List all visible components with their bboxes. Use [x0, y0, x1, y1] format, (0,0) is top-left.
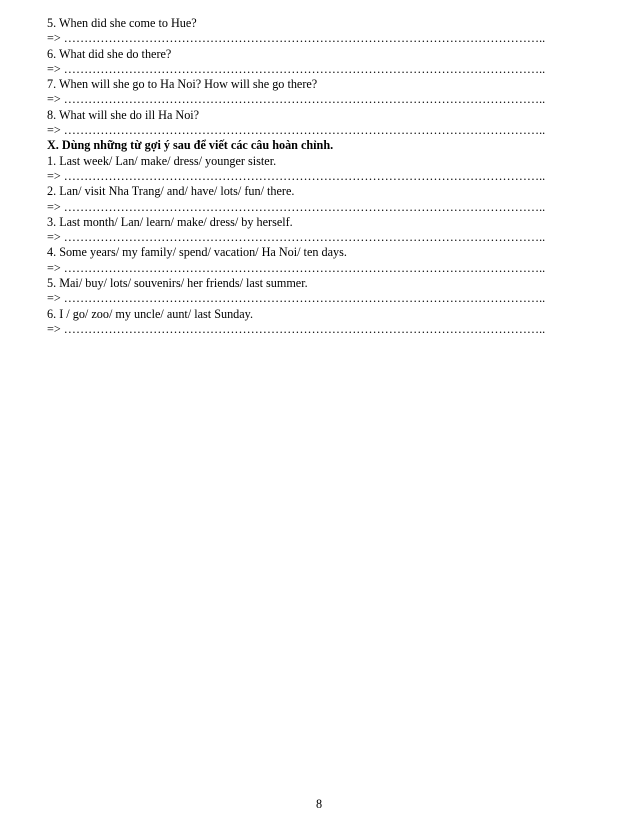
answer-line-p5: => ………………………………………………………………………………………………………..: [47, 291, 546, 306]
answer-line-q8: => ………………………………………………………………………………………………………..: [47, 123, 546, 138]
question-6: 6. What did she do there?: [47, 46, 172, 61]
prompt-2: 2. Lan/ visit Nha Trang/ and/ have/ lots/ fun/ there.: [47, 184, 295, 199]
answer-line-q6: => ………………………………………………………………………………………………………..: [47, 61, 546, 76]
question-7: 7. When will she go to Ha Noi? How will she go there?: [47, 77, 318, 92]
worksheet-content: [47, 16, 587, 337]
prompt-6: 6. I / go/ zoo/ my uncle/ aunt/ last Sunday.: [47, 306, 254, 321]
answer-line-p6: => ………………………………………………………………………………………………………..: [47, 321, 546, 336]
prompt-1: 1. Last week/ Lan/ make/ dress/ younger sister.: [47, 153, 277, 168]
prompt-4: 4. Some years/ my family/ spend/ vacation/ Ha Noi/ ten days.: [47, 245, 347, 260]
prompt-3: 3. Last month/ Lan/ learn/ make/ dress/ by herself.: [47, 214, 293, 229]
answer-line-p2: => ………………………………………………………………………………………………………..: [47, 199, 546, 214]
section-x-heading: X. Dùng những từ gợi ý sau để viết các câu hoàn chỉnh.: [47, 138, 334, 153]
question-8: 8. What will she do ill Ha Noi?: [47, 107, 200, 122]
answer-line-q7: => ………………………………………………………………………………………………………..: [47, 92, 546, 107]
answer-line-p3: => ………………………………………………………………………………………………………..: [47, 230, 546, 245]
prompt-5: 5. Mai/ buy/ lots/ souvenirs/ her friends/ last summer.: [47, 276, 308, 291]
answer-line-q5: => ………………………………………………………………………………………………………..: [47, 31, 546, 46]
question-5: 5. When did she come to Hue?: [47, 16, 197, 30]
answer-line-p4: => ………………………………………………………………………………………………………..: [47, 260, 546, 275]
page-number: 8: [315, 797, 323, 811]
answer-line-p1: => ………………………………………………………………………………………………………..: [47, 168, 546, 183]
